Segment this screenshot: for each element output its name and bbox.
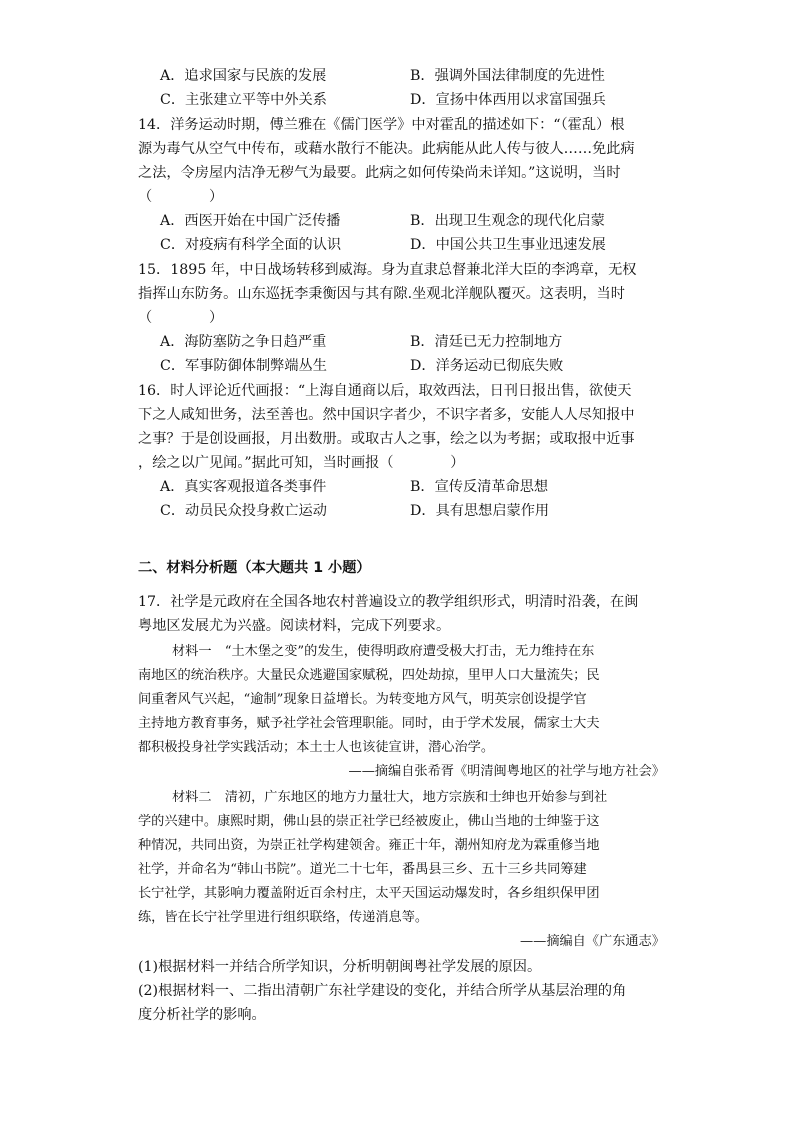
q15-option-d: D．洋务运动已彻底失败 [410, 358, 564, 374]
material-two-line: 材料二 清初，广东地区的地方力量壮大，地方宗族和士绅也开始参与到社 [172, 790, 608, 805]
material-one-line: 南地区的统治秩序。大量民众逃避国家赋税，四处劫掠，里甲人口大量流失；民 [138, 668, 600, 683]
q13-option-a: A．追求国家与民族的发展 [160, 68, 327, 84]
material-two-source: ——摘编自《广东通志》 [519, 934, 665, 949]
q17-sub-question-2-cont: 度分析社学的影响。 [138, 1007, 266, 1023]
q17-sub-question-1: (1)根据材料一并结合所学知识，分析明朝闽粤社学发展的原因。 [138, 959, 542, 975]
q15-option-b: B．清廷已无力控制地方 [410, 334, 563, 350]
material-one-line: 材料一 “土木堡之变”的发生，使得明政府遭受极大打击，无力维持在东 [172, 644, 595, 659]
q13-option-b: B．强调外国法律制度的先进性 [410, 68, 605, 84]
q16-option-d: D．具有思想启蒙作用 [410, 503, 550, 519]
q14-answer-blank: （ ） [138, 189, 224, 205]
q16-option-b: B．宣传反清革命思想 [410, 479, 549, 495]
q15-option-a: A．海防塞防之争日趋严重 [160, 334, 327, 350]
material-two-line: 长宁社学，其影响力覆盖附近百余村庄，太平天国运动爆发时，各乡组织保甲团 [138, 886, 600, 901]
q14-stem-line: 之法，令房屋内洁净无秽气为最要。此病之如何传染尚未详知。”这说明，当时 [138, 165, 621, 181]
material-one-line: 都积极投身社学实践活动；本土士人也该徒宣讲，潜心治学。 [138, 740, 495, 755]
q14-option-a: A．西医开始在中国广泛传播 [160, 213, 341, 229]
q13-option-c: C．主张建立平等中外关系 [160, 92, 327, 108]
q14-stem-line: 源为毒气从空气中传布，或藉水散行不能决。此病能从此人传与彼人……免此病 [138, 141, 635, 157]
material-one-source: ——摘编自张希胥《明清闽粤地区的社学与地方社会》 [348, 764, 665, 779]
material-one-line: 主持地方教育事务，赋予社学社会管理职能。同时，由于学术发展，儒家士大夫 [138, 716, 600, 731]
q14-option-d: D．中国公共卫生事业迅速发展 [410, 237, 606, 253]
q15-option-c: C．军事防御体制弊端丛生 [160, 358, 327, 374]
q14-option-c: C．对疫病有科学全面的认识 [160, 237, 342, 253]
q16-stem-line: 16．时人评论近代画报：“上海自通商以后，取效西法，日刊日报出售，欲使天 [138, 383, 632, 399]
q17-intro-line: 粤地区发展尤为兴盛。阅读材料，完成下列要求。 [138, 618, 451, 634]
q16-stem-line: 之事？于是创设画报，月出数册。或取古人之事，绘之以为考据；或取报中近事 [138, 431, 635, 447]
section-heading: 二、材料分析题（本大题共 1 小题） [138, 560, 371, 576]
q16-stem-line: ，绘之以广见闻。”据此可知，当时画报（ ） [138, 455, 465, 471]
q16-option-c: C．动员民众投身救亡运动 [160, 503, 327, 519]
q16-option-a: A．真实客观报道各类事件 [160, 479, 327, 495]
q15-stem-line: 指挥山东防务。山东巡抚李秉衡因与其有隙.坐观北洋舰队覆灭。这表明，当时 [138, 286, 625, 302]
material-two-line: 练，皆在长宁社学里进行组织联络，传递消息等。 [138, 910, 429, 925]
q13-option-d: D．宣扬中体西用以求富国强兵 [410, 92, 606, 108]
q15-answer-blank: （ ） [138, 310, 224, 326]
material-two-line: 种情况，共同出资，为崇正社学构建领舍。雍正十年，潮州知府龙为霖重修当地 [138, 838, 600, 853]
q17-sub-question-2: (2)根据材料一、二指出清朝广东社学建设的变化，并结合所学从基层治理的角 [138, 983, 627, 999]
q14-option-b: B．出现卫生观念的现代化启蒙 [410, 213, 605, 229]
material-two-line: 学的兴建中。康熙时期，佛山县的崇正社学已经被废止，佛山当地的士绅鉴于这 [138, 814, 600, 829]
q16-stem-line: 下之人咸知世务，法至善也。然中国识字者少，不识字者多，安能人人尽知报中 [138, 407, 635, 423]
q17-intro-line: 17．社学是元政府在全国各地农村普遍设立的教学组织形式，明清时沿袭，在闽 [138, 594, 639, 610]
material-two-line: 社学，并命名为“韩山书院”。道光二十七年，番禺县三乡、五十三乡共同筹建 [138, 862, 587, 877]
material-one-line: 间重奢风气兴起，“逾制”现象日益增长。为转变地方风气，明英宗创设提学官 [138, 692, 587, 707]
q15-stem-line: 15．1895 年，中日战场转移到威海。身为直隶总督兼北洋大臣的李鸿章，无权 [138, 262, 637, 278]
q14-stem-line: 14．洋务运动时期，傅兰雅在《儒门医学》中对霍乱的描述如下：“（霍乱）根 [138, 117, 625, 133]
